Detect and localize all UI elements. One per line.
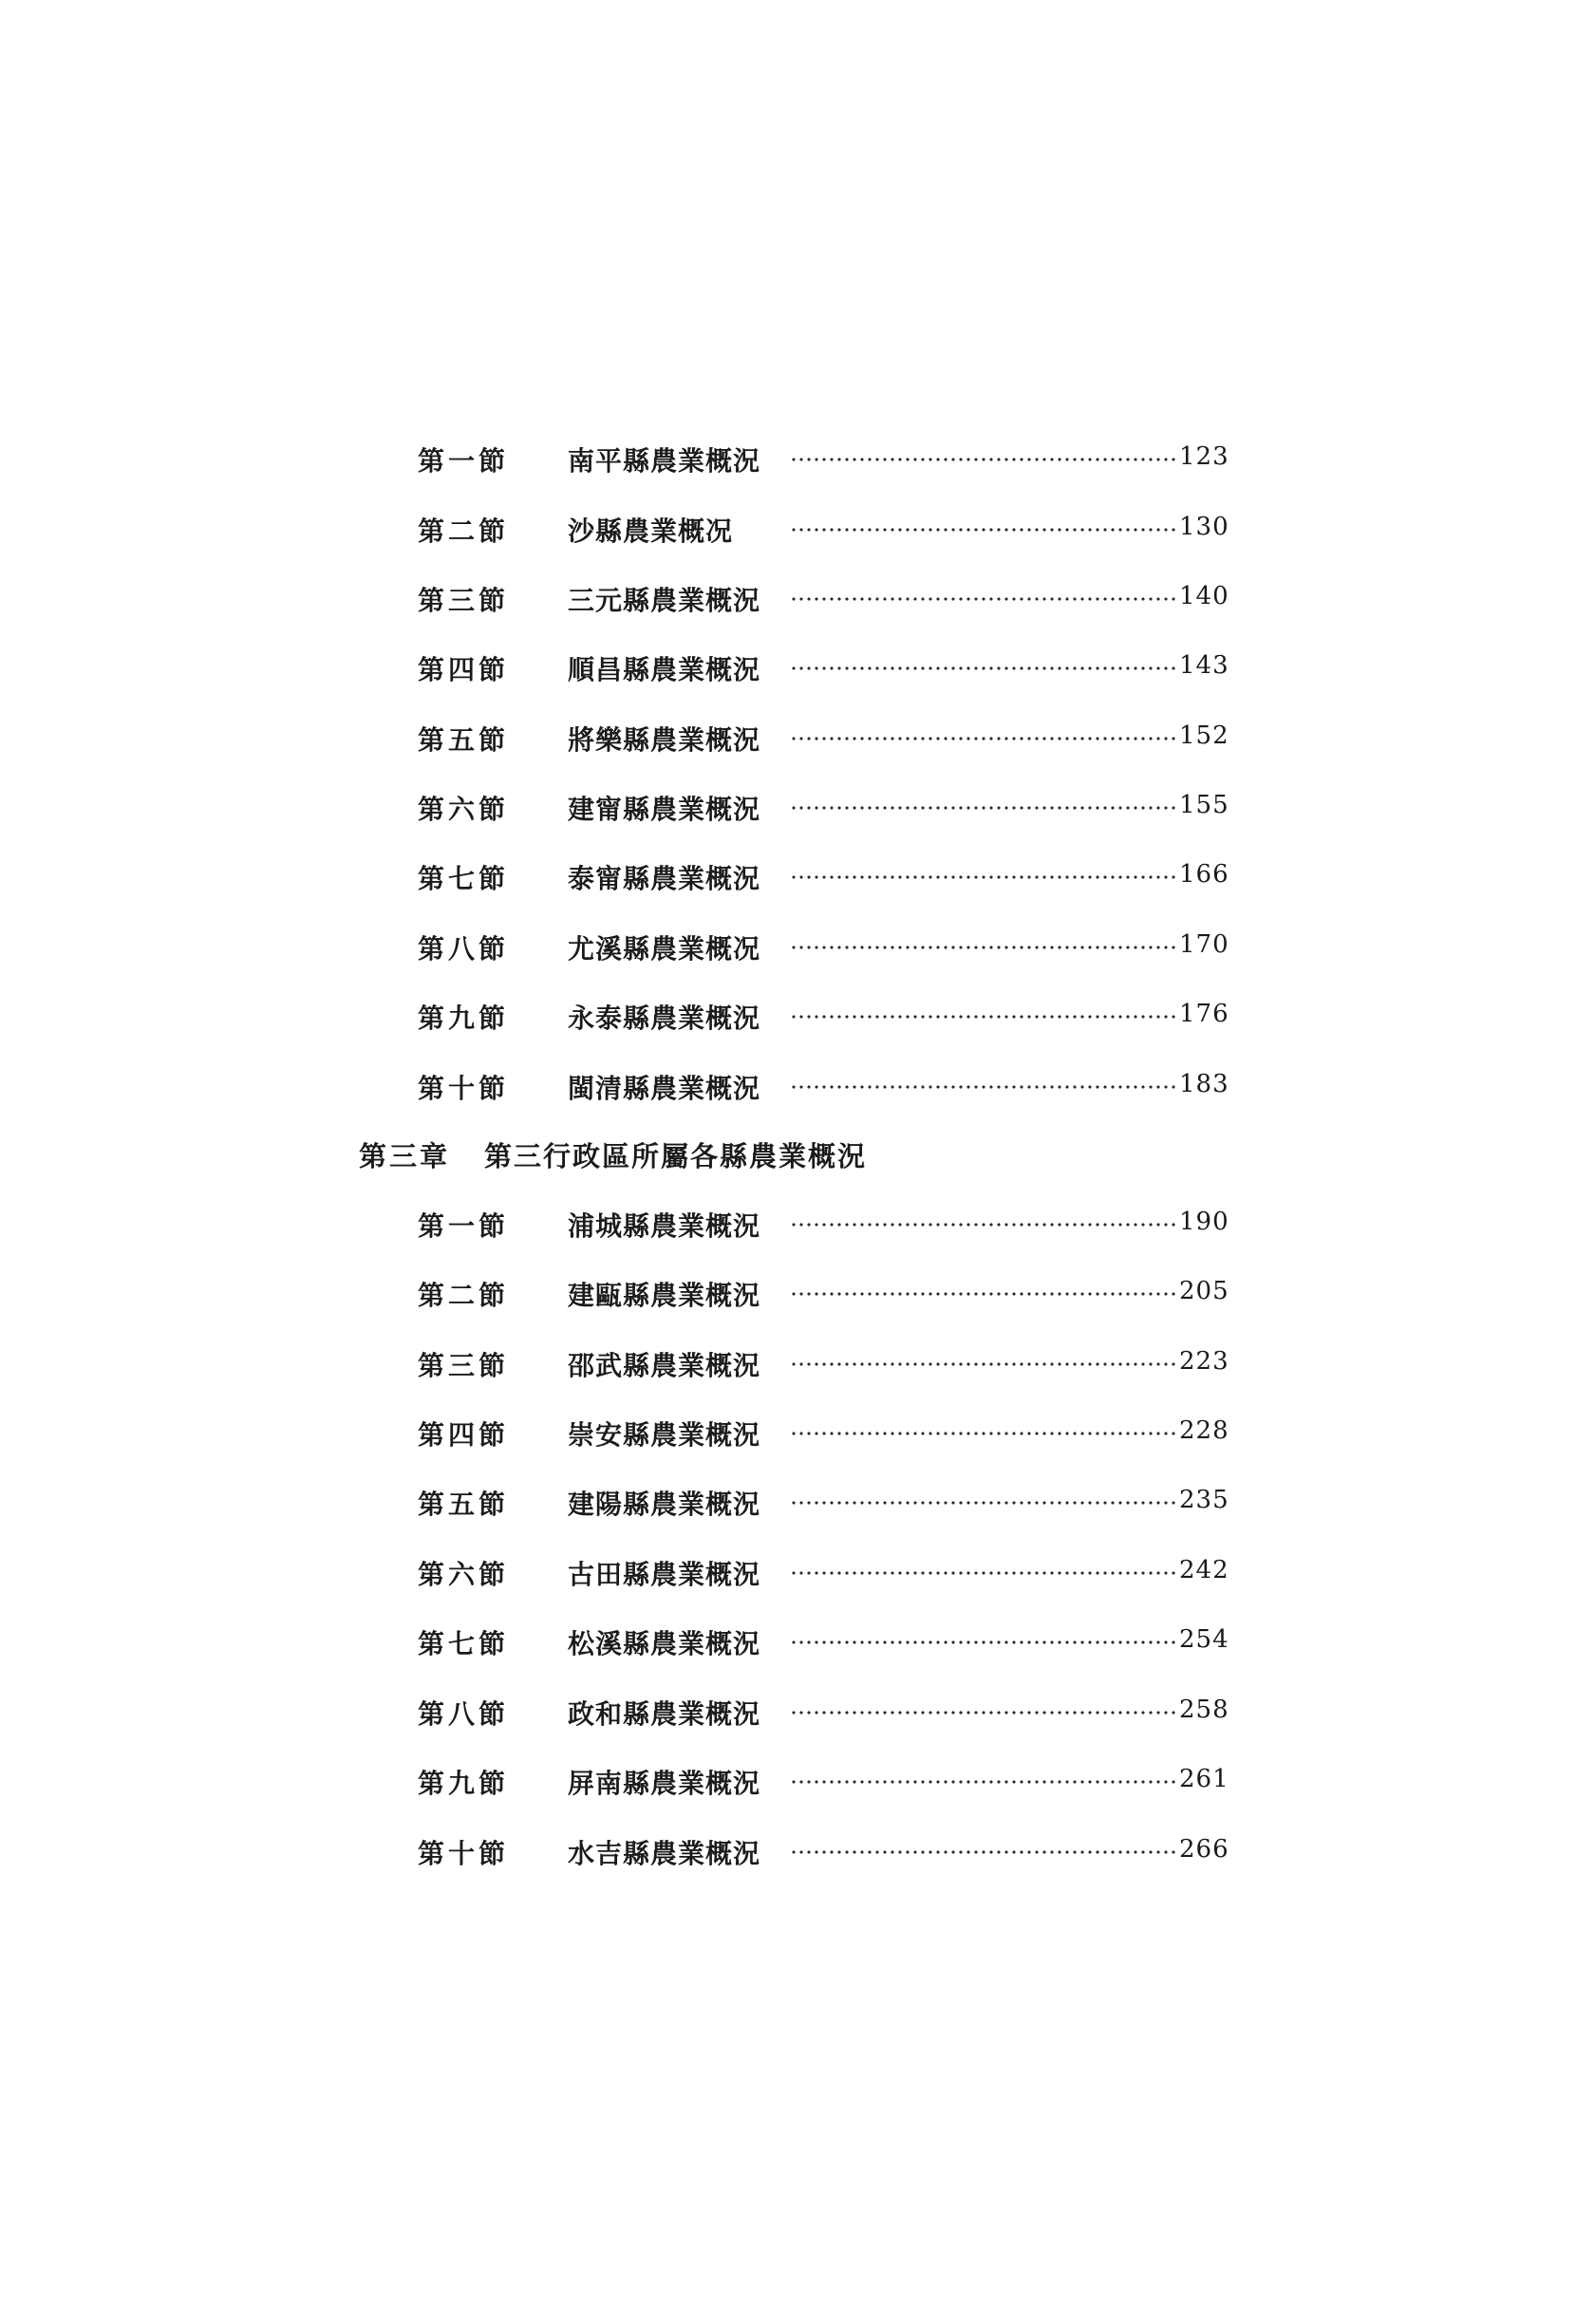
toc-entry[interactable] <box>0 1060 1595 1117</box>
section-label: 第七節 <box>418 1628 510 1659</box>
chapter-heading[interactable] <box>359 1135 1213 1183</box>
section-title: 水吉縣農業概況 <box>568 1838 761 1869</box>
page-number: 152 <box>1179 722 1229 750</box>
page-number: 266 <box>1179 1835 1229 1864</box>
toc-entry[interactable] <box>0 1616 1595 1673</box>
section-label: 第二節 <box>418 515 510 547</box>
section-label: 第一節 <box>418 1210 510 1242</box>
dot-leader <box>790 1083 1177 1091</box>
page-number: 170 <box>1179 930 1229 959</box>
section-label: 第八節 <box>418 1698 510 1730</box>
toc-entry[interactable] <box>0 1198 1595 1255</box>
toc-entry[interactable] <box>0 712 1595 769</box>
section-label: 第一節 <box>418 445 510 477</box>
section-title: 三元縣農業概況 <box>568 585 761 616</box>
toc-entry[interactable] <box>0 1546 1595 1603</box>
section-title: 泰甯縣農業概況 <box>568 863 761 894</box>
page-number: 228 <box>1179 1416 1229 1445</box>
page-number: 143 <box>1179 651 1229 680</box>
toc-entry[interactable] <box>0 1267 1595 1324</box>
toc-entry[interactable] <box>0 1338 1595 1395</box>
page-number: 261 <box>1179 1765 1229 1793</box>
dot-leader <box>790 456 1177 463</box>
dot-leader <box>790 1221 1177 1228</box>
section-label: 第四節 <box>418 1419 510 1451</box>
section-title: 崇安縣農業概況 <box>568 1419 761 1451</box>
section-label: 第三節 <box>418 1350 510 1381</box>
page-number: 176 <box>1179 1000 1229 1028</box>
section-label: 第二節 <box>418 1280 510 1311</box>
section-label: 第六節 <box>418 794 510 825</box>
section-label: 第十節 <box>418 1073 510 1104</box>
section-title: 邵武縣農業概況 <box>568 1350 761 1381</box>
page-number: 166 <box>1179 860 1229 889</box>
toc-entry[interactable] <box>0 433 1595 490</box>
chapter-label: 第三章 <box>359 1140 451 1172</box>
page-number: 190 <box>1179 1208 1229 1236</box>
toc-entry[interactable] <box>0 1476 1595 1533</box>
page-number: 183 <box>1179 1070 1229 1098</box>
page-number: 140 <box>1179 582 1229 610</box>
dot-leader <box>790 526 1177 534</box>
toc-entry[interactable] <box>0 1826 1595 1883</box>
section-title: 政和縣農業概況 <box>568 1698 761 1730</box>
section-label: 第七節 <box>418 863 510 894</box>
toc-entry[interactable] <box>0 990 1595 1047</box>
page-number: 123 <box>1179 442 1229 471</box>
section-title: 尤溪縣農業概况 <box>568 933 761 965</box>
section-title: 閩清縣農業概況 <box>568 1073 761 1104</box>
section-label: 第五節 <box>418 1489 510 1520</box>
section-label: 第四節 <box>418 654 510 685</box>
toc-entry[interactable] <box>0 1686 1595 1743</box>
dot-leader <box>790 1290 1177 1298</box>
page-number: 258 <box>1179 1696 1229 1724</box>
dot-leader <box>790 873 1177 881</box>
section-title: 建陽縣農業概況 <box>568 1489 761 1520</box>
chapter-title: 第三行政區所屬各縣農業概況 <box>484 1140 868 1172</box>
dot-leader <box>790 1848 1177 1856</box>
section-title: 沙縣農業概况 <box>568 515 734 547</box>
page-number: 235 <box>1179 1486 1229 1514</box>
toc-entry[interactable] <box>0 781 1595 838</box>
dot-leader <box>790 1499 1177 1507</box>
dot-leader <box>790 1430 1177 1437</box>
dot-leader <box>790 1013 1177 1021</box>
section-title: 建甌縣農業概況 <box>568 1280 761 1311</box>
section-title: 將樂縣農業概況 <box>568 724 761 756</box>
toc-entry[interactable] <box>0 572 1595 629</box>
section-title: 屏南縣農業概況 <box>568 1768 761 1799</box>
page-number: 242 <box>1179 1556 1229 1584</box>
page-number: 205 <box>1179 1277 1229 1305</box>
dot-leader <box>790 1360 1177 1368</box>
section-label: 第五節 <box>418 724 510 756</box>
page-number: 223 <box>1179 1347 1229 1376</box>
dot-leader <box>790 735 1177 742</box>
section-label: 第九節 <box>418 1768 510 1799</box>
toc-entry[interactable] <box>0 851 1595 908</box>
toc-entry[interactable] <box>0 1755 1595 1812</box>
section-label: 第十節 <box>418 1838 510 1869</box>
dot-leader <box>790 804 1177 812</box>
section-title: 古田縣農業概況 <box>568 1559 761 1590</box>
section-label: 第八節 <box>418 933 510 965</box>
dot-leader <box>790 944 1177 951</box>
page-number: 130 <box>1179 513 1229 541</box>
dot-leader <box>790 595 1177 603</box>
toc-entry[interactable] <box>0 1407 1595 1464</box>
dot-leader <box>790 665 1177 672</box>
section-title: 建甯縣農業概況 <box>568 794 761 825</box>
dot-leader <box>790 1639 1177 1646</box>
section-title: 南平縣農業概況 <box>568 445 761 477</box>
dot-leader <box>790 1569 1177 1577</box>
dot-leader <box>790 1778 1177 1786</box>
section-title: 永泰縣農業概況 <box>568 1003 761 1034</box>
section-title: 浦城縣農業概況 <box>568 1210 761 1242</box>
section-label: 第九節 <box>418 1003 510 1034</box>
toc-entry[interactable] <box>0 503 1595 560</box>
section-label: 第三節 <box>418 585 510 616</box>
page-number: 254 <box>1179 1625 1229 1654</box>
toc-entry[interactable] <box>0 921 1595 978</box>
page-number: 155 <box>1179 791 1229 819</box>
section-title: 順昌縣農業概況 <box>568 654 761 685</box>
section-label: 第六節 <box>418 1559 510 1590</box>
section-title: 松溪縣農業概況 <box>568 1628 761 1659</box>
toc-entry[interactable] <box>0 642 1595 699</box>
dot-leader <box>790 1709 1177 1716</box>
